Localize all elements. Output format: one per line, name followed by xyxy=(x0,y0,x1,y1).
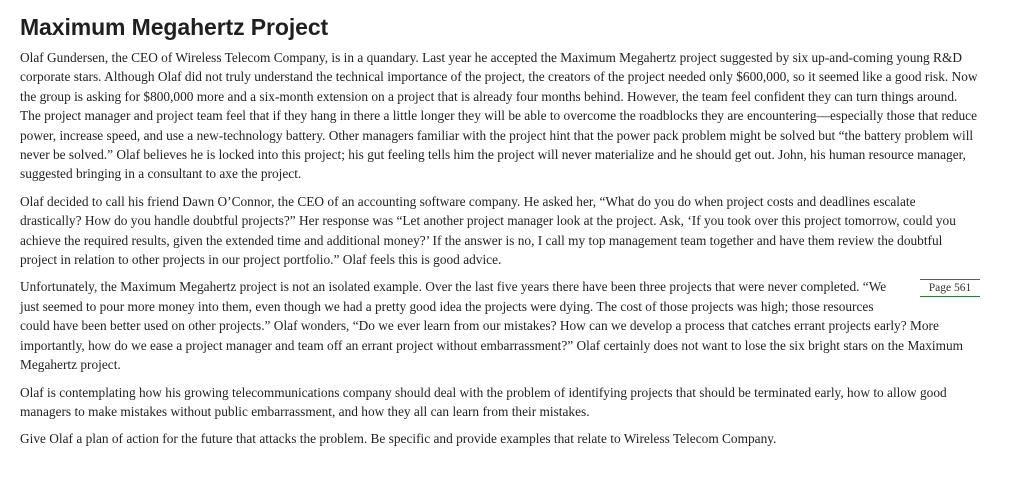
paragraph-3-text: Unfortunately, the Maximum Megahertz project is not an isolated example. Over the last five years there have been three projects that were never completed. “We just seemed to pour more money into them, even though we had a pretty good idea the projects were dying. The cost of those projects was high; those resources could have been better used on other projects.” Olaf wonders, “Do we ever learn from our mistakes? How can we develop a process that catches errant projects early? More importantly, how do we ease a project manager and team off an errant project without embarrassment?” Olaf certainly does not want to lose the six bright stars on the Maximum Megahertz project. xyxy=(20,279,964,373)
page-title: Maximum Megahertz Project xyxy=(20,14,329,40)
paragraph-2: Olaf decided to call his friend Dawn O’Connor, the CEO of an accounting software company. He asked her, “What do you do when project costs and deadlines escalate drastically? How do you handle doubtful projects?” Her response was “Let another project manager look at the project. Ask, ‘If you took over this project tomorrow, could you achieve the required results, given the extended time and additional money?’ If the answer is no, I call my top management team together and have them review the doubtful project in relation to other projects in our project portfolio.” Olaf feels this is good advice. xyxy=(20,193,956,268)
paragraph-4: Olaf is contemplating how his growing telecommunications company should deal with the problem of identifying projects that should be terminated early, how to allow good managers to make mistakes without public embarrassment, and how they all can learn from their mistakes. xyxy=(20,384,947,419)
paragraph-5: Give Olaf a plan of action for the future that attacks the problem. Be specific and provide examples that relate to Wireless Telecom Company. xyxy=(20,431,777,447)
page-number-marker: Page 561 xyxy=(920,279,980,297)
paragraph-1: Olaf Gundersen, the CEO of Wireless Telecom Company, is in a quandary. Last year he accepted the Maximum Megahertz project suggested by six up-and-coming young R&D corporate stars. Although Olaf did not truly understand the technical importance of the project, the creators of the project needed only $600,000, so it seemed like a good risk. Now the group is asking for $800,000 more and a six-month extension on a project that is already four months behind. However, the team feel confident they can turn things around. The project manager and project team feel that if they hang in there a little longer they will be able to overcome the roadblocks they are encountering—especially those that reduce power, increase speed, and use a new-technology battery. Other managers familiar with the project hint that the power pack problem might be solved but “the battery problem will never be solved.” Olaf believes he is locked into this project; his gut feeling tells him the project will never materialize and he should get out. John, his human resource manager, suggested bringing in a consultant to axe the project. xyxy=(20,50,978,182)
document-page xyxy=(20,14,980,457)
paragraph-3 xyxy=(20,277,980,374)
